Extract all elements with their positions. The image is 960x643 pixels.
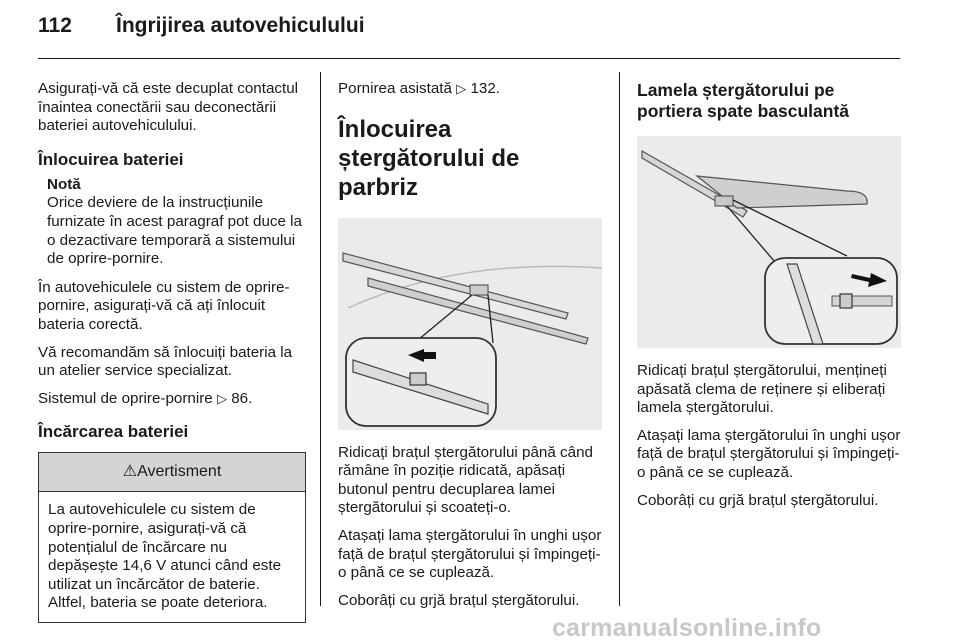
section-heading-charging: Încărcarea bateriei [38,422,189,442]
rear-wiper-drawing [637,136,901,348]
paragraph: Coborâți cu grjă brațul ștergătorului. [637,491,879,509]
paragraph-ref [38,390,306,409]
page-number: 112 [38,14,72,37]
paragraph: Atașați lama ștergătorului în unghi ușor față de brațul ștergătorului și împingeți-o până ce se cuplează. [637,426,901,481]
ref-page[interactable]: 132. [470,80,500,97]
warning-text: La autovehiculele cu sistem de oprire-pornire, asigurați-vă că potențialul de încărcare nu depășește 14,6 V atunci când este utilizat un încărcător de baterie. Altfel, bateria se poate deteriora. [48,501,282,612]
paragraph: În autovehiculele cu sistem de oprire-pornire, asigurați-vă că ați înlocuit bateria corectă. [38,278,290,333]
column-3 [637,80,903,519]
ref-text: Pornirea asistată [338,80,452,97]
rear-wiper-illustration [637,136,901,348]
column-1 [38,80,306,623]
section-heading-rear-wiper: Lamela ștergătorului pe portiera spate basculantă [637,80,850,121]
warning-triangle-icon: ⚠ [122,463,138,481]
arrow-ref-icon[interactable]: ▷ [216,390,227,406]
warning-box [38,452,306,623]
note-text: Orice deviere de la instrucțiunile furnizate în acest paragraf pot duce la o dezactivare temporară a sistemului de oprire-pornire. [47,194,302,268]
arrow-ref-icon[interactable]: ▷ [456,81,467,96]
warning-header [39,453,305,492]
intro-paragraph: Asigurați-vă că este decuplat contactul înaintea conectării sau deconectării bateriei autovehiculului. [38,80,299,135]
column-divider [320,72,321,606]
header-divider [38,58,900,59]
warning-title: Avertisment [137,463,222,481]
windscreen-wiper-illustration [338,218,602,430]
ref-text: Sistemul de oprire-pornire [38,389,213,407]
column-2 [338,80,604,619]
section-heading-replace-battery: Înlocuirea bateriei [38,149,184,169]
paragraph: Coborâți cu grjă brațul ștergătorului. [338,591,580,609]
note-title: Notă [47,175,81,193]
paragraph: Atașați lama ștergătorului în unghi ușor față de brațul ștergătorului și împingeți-o până ce se cuplează. [338,526,602,582]
paragraph: Vă recomandăm să înlocuiți bateria la un atelier service specializat. [38,343,293,380]
paragraph: Ridicați brațul ștergătorului până când rămâne în poziție ridicată, apăsați butonul pentru decuplarea lamei ștergătorului și scoateți-o. [338,443,593,517]
column-divider [619,72,620,606]
page-title: Îngrijirea autovehiculului [116,14,365,37]
windscreen-wiper-drawing [338,218,602,430]
watermark: carmanualsonline.info [552,614,822,642]
section-heading-windscreen-wiper: Înlocuirea ștergătorului de parbriz [338,115,520,201]
paragraph-ref [338,80,604,99]
ref-page[interactable]: 86. [231,389,253,407]
note-box [38,176,306,269]
paragraph: Ridicați brațul ștergătorului, mențineți apăsată clema de reținere și eliberați lamela ștergătorului. [637,362,887,417]
